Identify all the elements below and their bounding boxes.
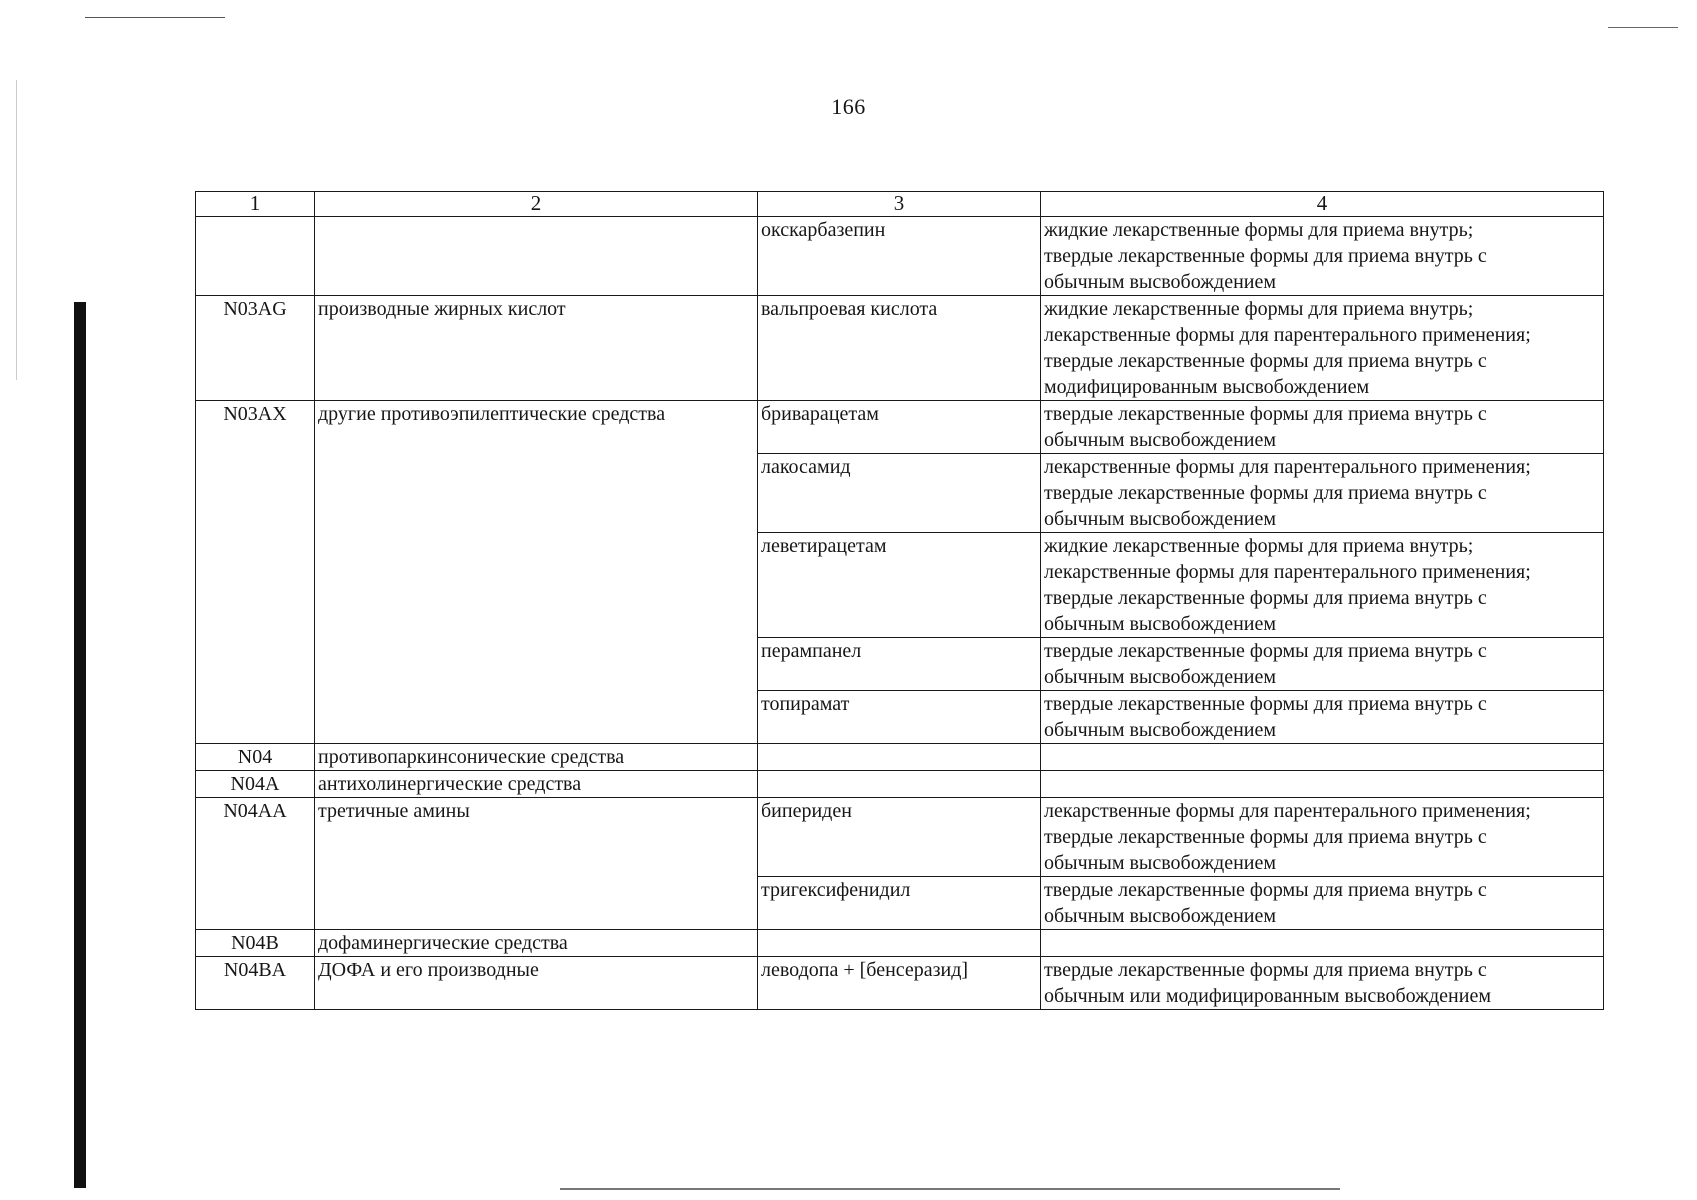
drug-name-cell: вальпроевая кислота [758,296,1041,401]
group-name-cell: антихолинергические средства [315,771,758,798]
table-row [196,296,1604,401]
dosage-form-line: твердые лекарственные формы для приема внутрь с [1044,245,1487,267]
column-header-4: 4 [1041,192,1604,217]
dosage-form-line: обычным высвобождением [1044,666,1277,688]
dosage-form-line: твердые лекарственные формы для приема внутрь с [1044,826,1487,848]
column-header-3: 3 [758,192,1041,217]
atc-code-cell: N04 [196,744,315,771]
table-row [196,744,1604,771]
drug-name-cell: бипериден [758,798,1041,877]
group-name-cell: другие противоэпилептические средства [315,401,758,744]
drug-name-cell: окскарбазепин [758,217,1041,296]
drug-name-cell [758,771,1041,798]
atc-code-cell: N04B [196,930,315,957]
dosage-form-line: жидкие лекарственные формы для приема внутрь; [1044,535,1474,557]
dosage-forms-cell [1041,957,1604,1010]
table-row [196,930,1604,957]
dosage-form-line: обычным высвобождением [1044,429,1277,451]
dosage-form-line: обычным высвобождением [1044,905,1277,927]
drug-name-cell: топирамат [758,691,1041,744]
dosage-forms-cell [1041,744,1604,771]
table-row [196,957,1604,1010]
scan-binding-shadow [74,302,86,1188]
dosage-form-line: твердые лекарственные формы для приема внутрь с [1044,403,1487,425]
dosage-form-line: лекарственные формы для парентерального применения; [1044,324,1531,346]
dosage-form-line: твердые лекарственные формы для приема внутрь с [1044,640,1487,662]
column-header-1: 1 [196,192,315,217]
drug-name-cell: леводопа + [бенсеразид] [758,957,1041,1010]
dosage-form-line: твердые лекарственные формы для приема внутрь с [1044,482,1487,504]
dosage-forms-cell [1041,454,1604,533]
dosage-form-line: обычным высвобождением [1044,271,1277,293]
dosage-forms-cell [1041,930,1604,957]
drug-name-cell [758,744,1041,771]
dosage-form-line: лекарственные формы для парентерального применения; [1044,800,1531,822]
dosage-form-line: обычным или модифицированным высвобождением [1044,985,1491,1007]
atc-code-cell: N04BA [196,957,315,1010]
dosage-form-line: жидкие лекарственные формы для приема внутрь; [1044,298,1474,320]
dosage-forms-cell [1041,217,1604,296]
group-name-cell: производные жирных кислот [315,296,758,401]
dosage-form-line: обычным высвобождением [1044,508,1277,530]
table-row [196,771,1604,798]
drug-name-cell: бриварацетам [758,401,1041,454]
dosage-forms-cell [1041,771,1604,798]
dosage-form-line: твердые лекарственные формы для приема внутрь с [1044,587,1487,609]
dosage-form-line: жидкие лекарственные формы для приема внутрь; [1044,219,1474,241]
scan-edge-line-top-left [85,17,225,18]
table-header-row [196,192,1604,217]
dosage-form-line: модифицированным высвобождением [1044,376,1370,398]
scan-edge-line-bottom [560,1188,1340,1190]
dosage-form-line: обычным высвобождением [1044,719,1277,741]
dosage-forms-cell [1041,401,1604,454]
group-name-cell: противопаркинсонические средства [315,744,758,771]
group-name-cell: ДОФА и его производные [315,957,758,1010]
dosage-form-line: лекарственные формы для парентерального применения; [1044,456,1531,478]
atc-code-cell: N04A [196,771,315,798]
page-number: 166 [831,94,866,119]
group-name-cell: дофаминергические средства [315,930,758,957]
scan-edge-line-top-right [1608,27,1678,28]
column-header-2: 2 [315,192,758,217]
drug-name-cell: тригексифенидил [758,877,1041,930]
table-row [196,798,1604,877]
atc-code-cell [196,217,315,296]
dosage-form-line: лекарственные формы для парентерального применения; [1044,561,1531,583]
table-row [196,217,1604,296]
dosage-forms-cell [1041,296,1604,401]
dosage-forms-cell [1041,691,1604,744]
dosage-form-line: обычным высвобождением [1044,852,1277,874]
drug-name-cell: лакосамид [758,454,1041,533]
table-row [196,401,1604,454]
drug-list-table [195,191,1604,1010]
atc-code-cell: N03AG [196,296,315,401]
dosage-forms-cell [1041,533,1604,638]
dosage-forms-cell [1041,638,1604,691]
group-name-cell: третичные амины [315,798,758,930]
dosage-form-line: твердые лекарственные формы для приема внутрь с [1044,959,1487,981]
dosage-form-line: твердые лекарственные формы для приема внутрь с [1044,350,1487,372]
group-name-cell [315,217,758,296]
dosage-forms-cell [1041,798,1604,877]
drug-name-cell: леветирацетам [758,533,1041,638]
dosage-form-line: твердые лекарственные формы для приема внутрь с [1044,879,1487,901]
dosage-forms-cell [1041,877,1604,930]
atc-code-cell: N03AX [196,401,315,744]
drug-name-cell: перампанел [758,638,1041,691]
scan-margin-mark [16,80,17,380]
dosage-form-line: твердые лекарственные формы для приема внутрь с [1044,693,1487,715]
drug-name-cell [758,930,1041,957]
atc-code-cell: N04AA [196,798,315,930]
dosage-form-line: обычным высвобождением [1044,613,1277,635]
